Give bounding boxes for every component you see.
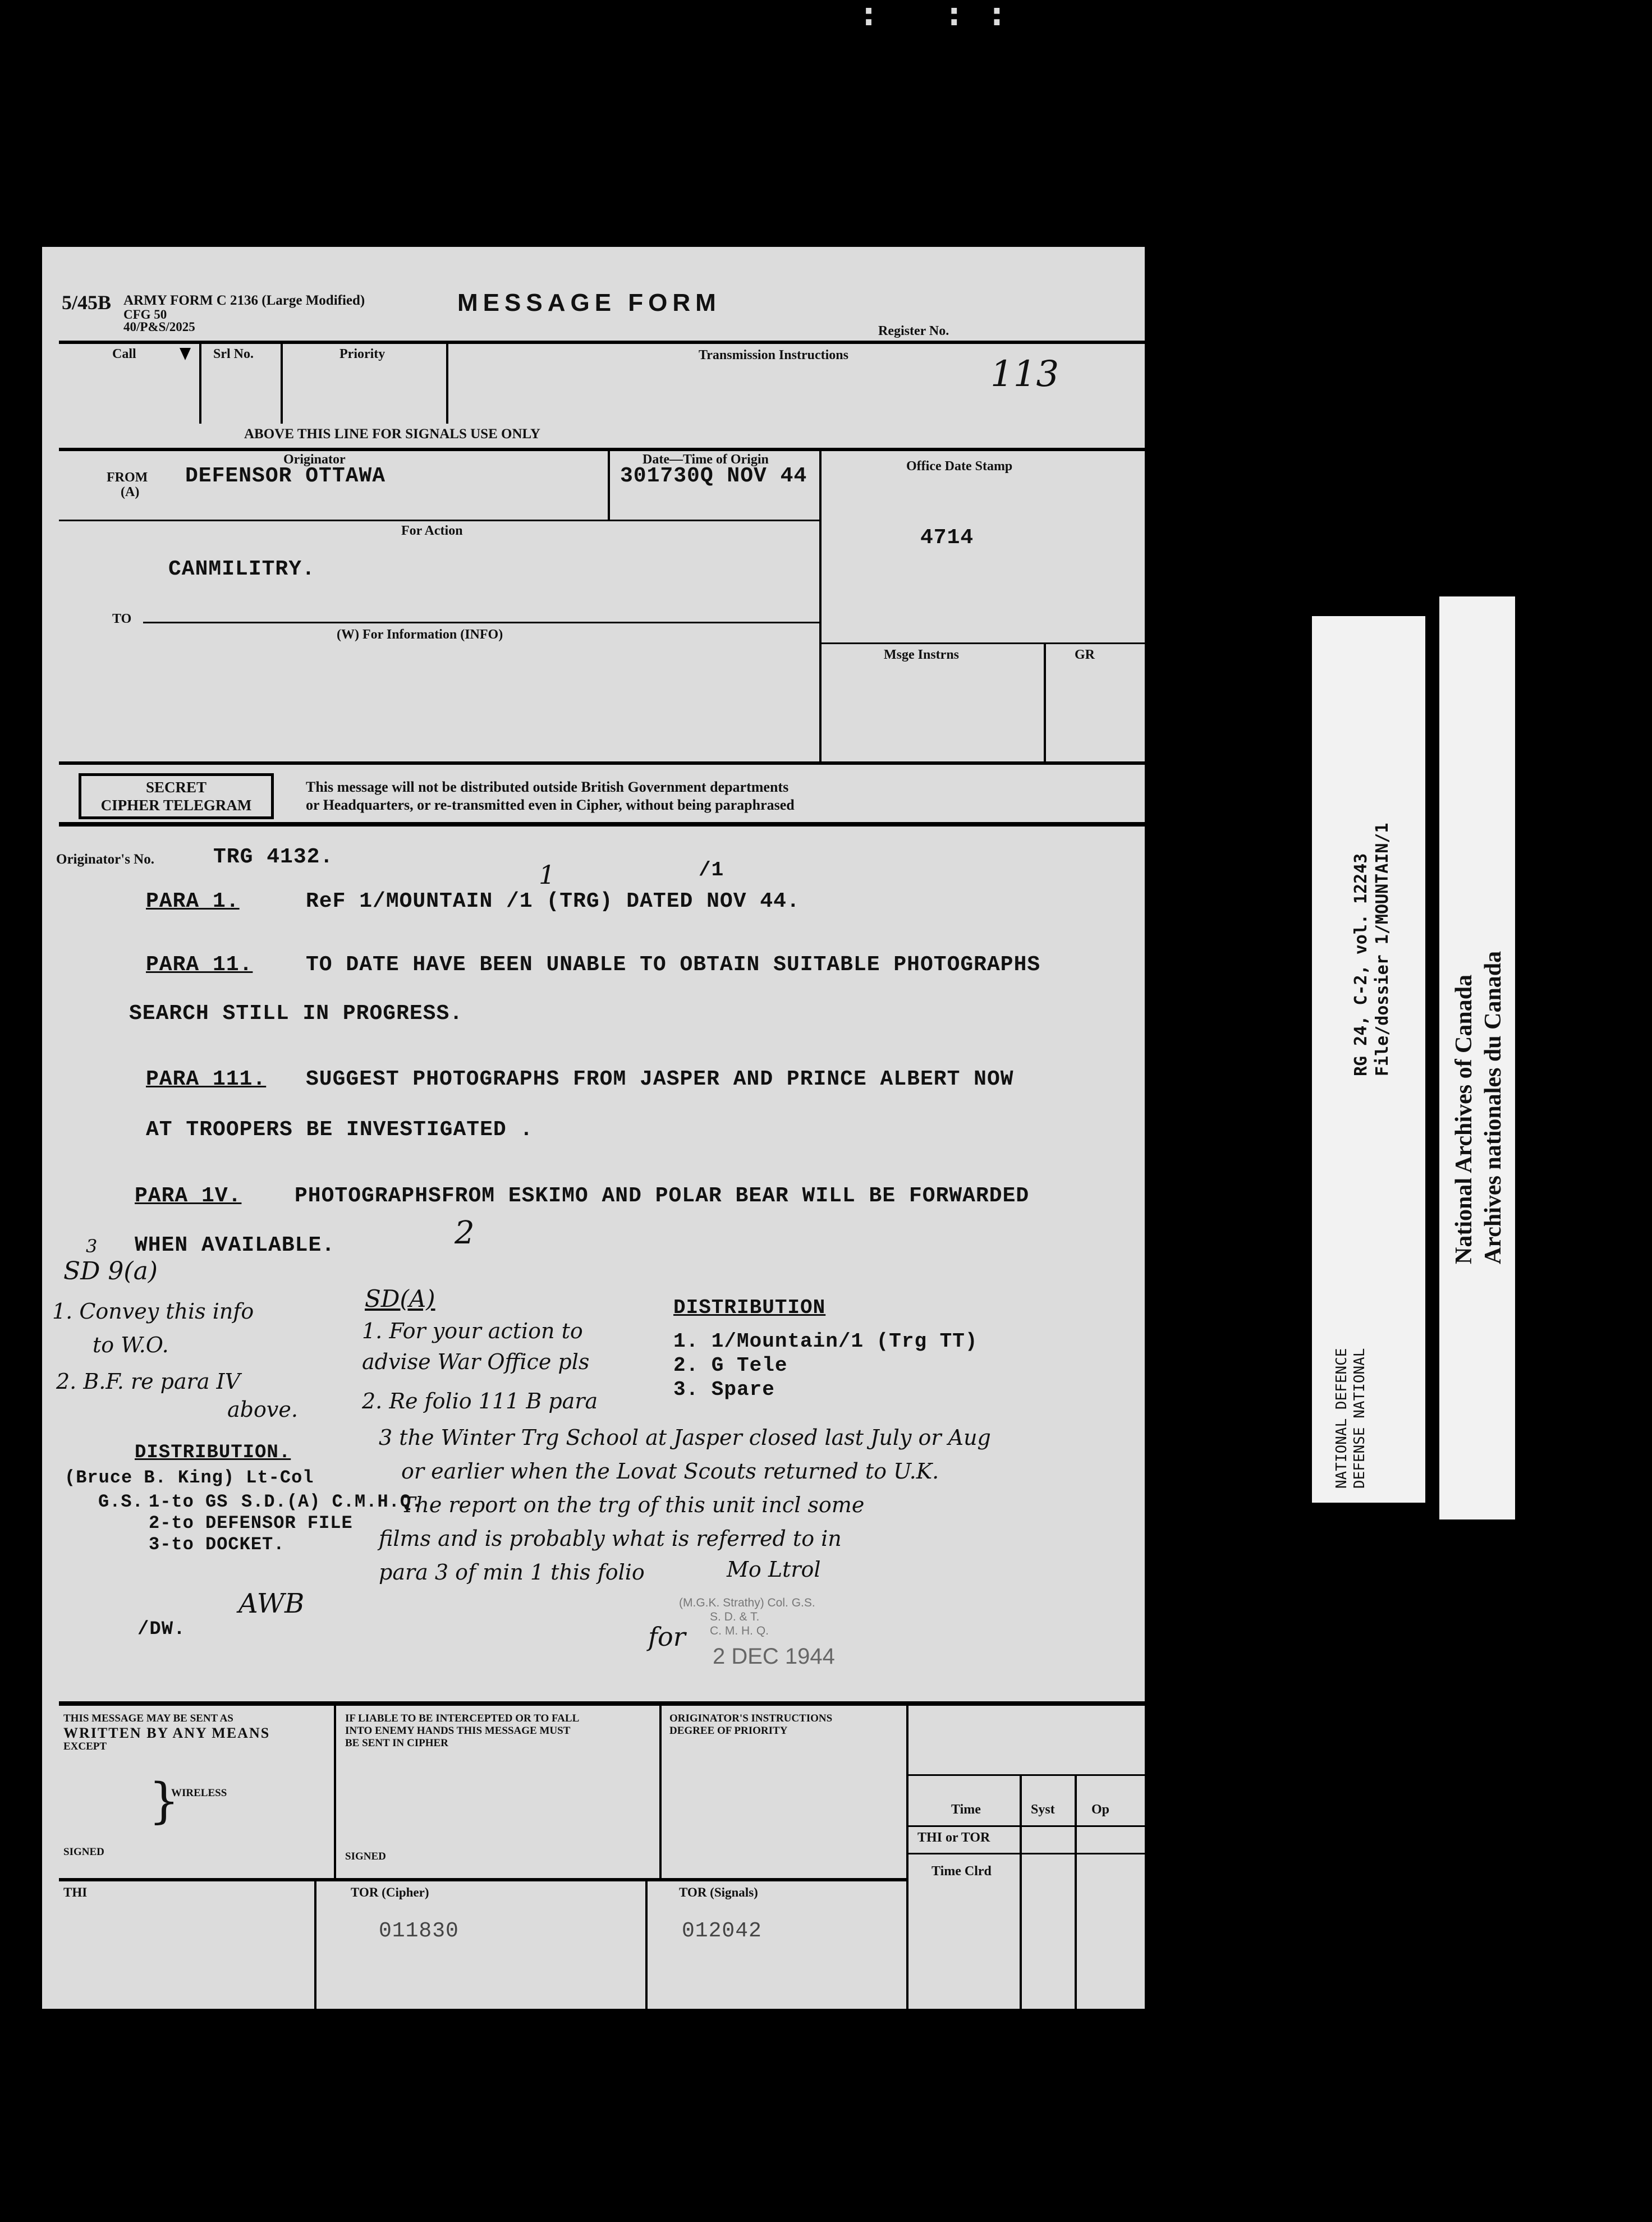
archive-ref-line: RG 24, C-2, vol. 12243	[1351, 853, 1371, 1076]
op-label: Op	[1091, 1802, 1110, 1817]
para-label: PARA 111.	[146, 1067, 267, 1091]
punch-marks: : ::	[859, 0, 1030, 34]
originator-label: Originator	[283, 452, 346, 467]
footer-box1-line: EXCEPT	[63, 1741, 107, 1752]
form-title: MESSAGE FORM	[457, 289, 721, 316]
minute-note: 3 the Winter Trg School at Jasper closed last July or Aug	[379, 1425, 991, 1450]
footer-box1-line: WRITTEN BY ANY MEANS	[63, 1725, 270, 1741]
warning-line-1: This message will not be distributed outside British Government departments	[306, 779, 789, 795]
left-distribution-item: 1-to GS	[149, 1491, 228, 1512]
para-text: AT TROOPERS BE INVESTIGATED .	[146, 1118, 534, 1142]
warning-line-2: or Headquarters, or re-transmitted even in Cipher, without being paraphrased	[306, 797, 795, 813]
office-stamp-label: Office Date Stamp	[906, 459, 1013, 474]
para-text: WHEN AVAILABLE.	[135, 1233, 336, 1257]
footer-box2-line: INTO ENEMY HANDS THIS MESSAGE MUST	[345, 1725, 571, 1737]
left-distribution-item: 2-to DEFENSOR FILE	[149, 1513, 353, 1534]
secret-label: SECRET	[145, 779, 207, 796]
minute-note: The report on the trg of this unit incl some	[401, 1493, 865, 1517]
annotation-two: 2	[455, 1215, 475, 1251]
margin-sd9: SD 9(a)	[63, 1257, 158, 1286]
sda-heading: SD(A)	[365, 1285, 435, 1312]
distribution-item: 3. Spare	[673, 1378, 775, 1401]
margin-note: 2. B.F. re para IV	[56, 1369, 241, 1394]
para-text: PHOTOGRAPHSFROM ESKIMO AND POLAR BEAR WILL BE FORWARDED	[295, 1184, 1030, 1208]
tor-cipher-label: TOR (Cipher)	[351, 1885, 429, 1899]
date-time-of-origin: 301730Q NOV 44	[620, 464, 807, 488]
form-ref: 40/P&S/2025	[123, 320, 195, 334]
thi-or-tor-label: THI or TOR	[917, 1830, 990, 1845]
stamp-line: C. M. H. Q.	[710, 1624, 769, 1637]
left-distribution-item: S.D.(A) C.M.H.Q.	[241, 1491, 423, 1512]
form-code: 5/45B	[62, 291, 112, 314]
minute-note: or earlier when the Lovat Scouts returned to U.K.	[401, 1459, 939, 1484]
footer-box2-line: BE SENT IN CIPHER	[345, 1737, 448, 1749]
para-text: TO DATE HAVE BEEN UNABLE TO OBTAIN SUITABLE PHOTOGRAPHS	[306, 953, 1041, 977]
for-action-label: For Action	[401, 524, 463, 538]
page-mark: 1	[539, 860, 556, 890]
margin-note: above.	[227, 1397, 298, 1422]
tor-signals-label: TOR (Signals)	[679, 1885, 758, 1899]
srl-label: Srl No.	[213, 347, 254, 361]
army-form-title: ARMY FORM C 2136 (Large Modified)	[123, 293, 365, 308]
originator-value: DEFENSOR OTTAWA	[185, 464, 386, 488]
syst-label: Syst	[1031, 1802, 1055, 1817]
margin-three: 3	[86, 1236, 98, 1257]
para-label: PARA 11.	[146, 953, 253, 977]
left-distribution-item: 3-to DOCKET.	[149, 1534, 285, 1555]
dto-label: Date—Time of Origin	[643, 452, 769, 467]
archive-ref-strip	[1312, 616, 1425, 1503]
margin-note: 1. Convey this info	[52, 1299, 254, 1324]
tor-cipher-value: 011830	[379, 1919, 459, 1943]
office-stamp-value: 4714	[920, 526, 974, 550]
distribution-heading: DISTRIBUTION	[673, 1296, 826, 1319]
dept-line: DEFENSE NATIONAL	[1351, 1348, 1368, 1489]
for-mark: for	[648, 1622, 686, 1652]
register-label: Register No.	[878, 324, 949, 338]
para-superscript: /1	[699, 858, 724, 882]
archive-ref-line: File/dossier 1/MOUNTAIN/1	[1373, 823, 1392, 1076]
signals-notice: ABOVE THIS LINE FOR SIGNALS USE ONLY	[244, 426, 540, 442]
message-form	[42, 247, 1145, 2009]
archive-name-fr: Archives nationales du Canada	[1480, 951, 1506, 1264]
minute-note: advise War Office pls	[362, 1349, 590, 1374]
left-distribution-heading: DISTRIBUTION.	[135, 1442, 291, 1463]
msge-instrns-label: Msge Instrns	[884, 648, 960, 662]
footer-box3-line: DEGREE OF PRIORITY	[669, 1725, 788, 1737]
time-label: Time	[951, 1802, 981, 1817]
originators-no-value: TRG 4132.	[213, 845, 334, 869]
margin-note: to W.O.	[93, 1333, 169, 1357]
transmission-label: Transmission Instructions	[699, 348, 848, 362]
gr-label: GR	[1075, 648, 1095, 662]
stamp-date: 2 DEC 1944	[713, 1644, 835, 1669]
time-clrd-label: Time Clrd	[931, 1864, 992, 1879]
distribution-item: 1. 1/Mountain/1 (Trg TT)	[673, 1330, 978, 1353]
footer-box3-line: ORIGINATOR'S INSTRUCTIONS	[669, 1713, 833, 1724]
dept-line: NATIONAL DEFENCE	[1333, 1348, 1350, 1489]
archive-name-en: National Archives of Canada	[1451, 974, 1477, 1264]
distribution-item: 2. G Tele	[673, 1354, 788, 1377]
wireless-brace-icon: }	[149, 1773, 180, 1829]
signer-name: (Bruce B. King) Lt-Col	[65, 1467, 314, 1488]
cfg-code: CFG 50	[123, 307, 167, 322]
call-arrow-icon	[180, 348, 191, 360]
minute-note: 2. Re folio 111 B para	[362, 1389, 598, 1413]
from-sub-label: (A)	[121, 485, 140, 499]
call-label: Call	[112, 347, 136, 361]
para-label: PARA 1.	[146, 889, 240, 913]
register-number: 113	[990, 354, 1059, 395]
tor-signals-value: 012042	[682, 1919, 762, 1943]
archive-name-strip	[1439, 596, 1515, 1519]
for-action-value: CANMILITRY.	[168, 557, 315, 581]
priority-label: Priority	[339, 347, 386, 361]
minute-note: para 3 of min 1 this folio	[379, 1560, 645, 1585]
stamp-line: (M.G.K. Strathy) Col. G.S.	[679, 1596, 815, 1609]
minute-signature: Mo Ltrol	[727, 1557, 821, 1582]
signed-label: SIGNED	[345, 1851, 386, 1862]
from-label: FROM	[107, 470, 148, 485]
cipher-telegram-label: CIPHER TELEGRAM	[100, 797, 252, 814]
stamp-line: S. D. & T.	[710, 1610, 760, 1623]
para-text: SUGGEST PHOTOGRAPHS FROM JASPER AND PRINCE ALBERT NOW	[306, 1067, 1014, 1091]
minute-note: 1. For your action to	[362, 1319, 583, 1343]
to-label: TO	[112, 612, 132, 626]
signed-label: SIGNED	[63, 1846, 104, 1858]
thi-label: THI	[63, 1885, 88, 1899]
initials: AWB	[238, 1588, 305, 1619]
footer-box2-line: IF LIABLE TO BE INTERCEPTED OR TO FALL	[345, 1713, 580, 1724]
footer-box1-line: THIS MESSAGE MAY BE SENT AS	[63, 1713, 233, 1724]
for-info-label: (W) For Information (INFO)	[337, 627, 503, 642]
typist-ref: /DW.	[137, 1619, 186, 1640]
para-label: PARA 1V.	[135, 1184, 242, 1208]
signer-gs: G.S.	[98, 1491, 144, 1512]
wireless-label: WIRELESS	[171, 1787, 227, 1799]
minute-note: films and is probably what is referred to in	[379, 1526, 842, 1551]
originators-no-label: Originator's No.	[56, 852, 154, 867]
para-text: ReF 1/MOUNTAIN /1 (TRG) DATED NOV 44.	[306, 889, 800, 913]
para-text: SEARCH STILL IN PROGRESS.	[129, 1002, 464, 1026]
